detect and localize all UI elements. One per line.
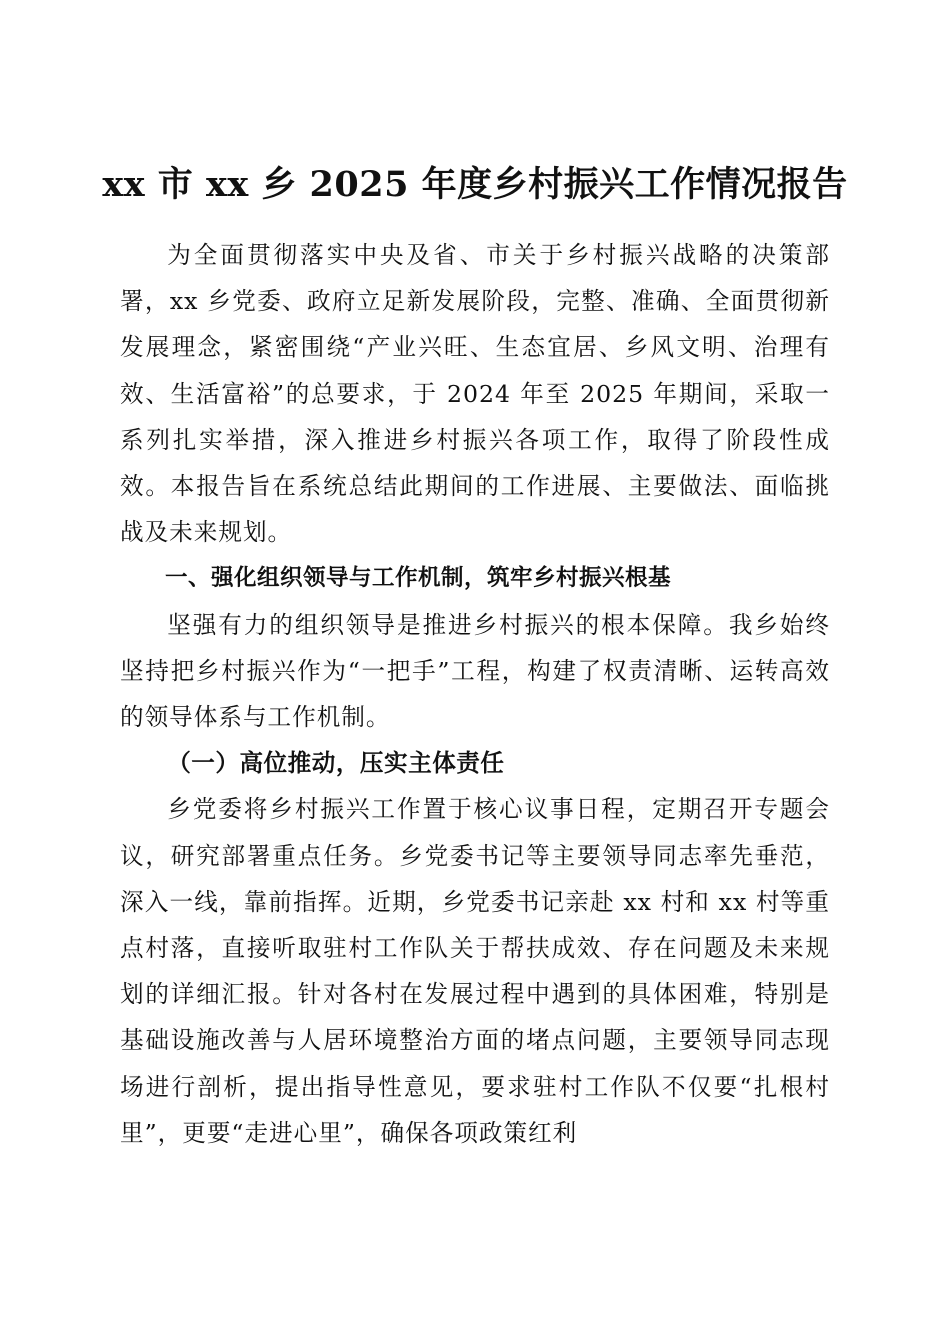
document-body: [120, 232, 830, 1156]
section-1-heading: 一、强化组织领导与工作机制，筑牢乡村振兴根基: [165, 565, 672, 592]
subsection-1-paragraph: 乡党委将乡村振兴工作置于核心议事日程，定期召开专题会议，研究部署重点任务。乡党委书记等主要领导同志率先垂范，深入一线，靠前指挥。近期，乡党委书记亲赴 xx 村和 xx 村等重点村落，直接听取驻村工作队关于帮扶成效、存在问题及未来规划的详细汇报。针对各村在发展过程中遇到的具体困难，特别是基础设施改善与人居环境整治方面的堵点问题，主要领导同志现场进行剖析，提出指导性意见，要求驻村工作队不仅要“扎根村里”，更要“走进心里”，确保各项政策红利: [120, 795, 830, 1147]
intro-paragraph: 为全面贯彻落实中央及省、市关于乡村振兴战略的决策部署，xx 乡党委、政府立足新发展阶段，完整、准确、全面贯彻新发展理念，紧密围绕“产业兴旺、生态宜居、乡风文明、治理有效、生活富裕”的总要求，于 2024 年至 2025 年期间，采取一系列扎实举措，深入推进乡村振兴各项工作，取得了阶段性成效。本报告旨在系统总结此期间的工作进展、主要做法、面临挑战及未来规划。: [120, 241, 830, 547]
section-1-paragraph: 坚强有力的组织领导是推进乡村振兴的根本保障。我乡始终坚持把乡村振兴作为“一把手”工程，构建了权责清晰、运转高效的领导体系与工作机制。: [120, 610, 830, 732]
document-title: xx 市 xx 乡 2025 年度乡村振兴工作情况报告: [102, 164, 848, 206]
subsection-1-heading: （一）高位推动，压实主体责任: [167, 749, 505, 778]
